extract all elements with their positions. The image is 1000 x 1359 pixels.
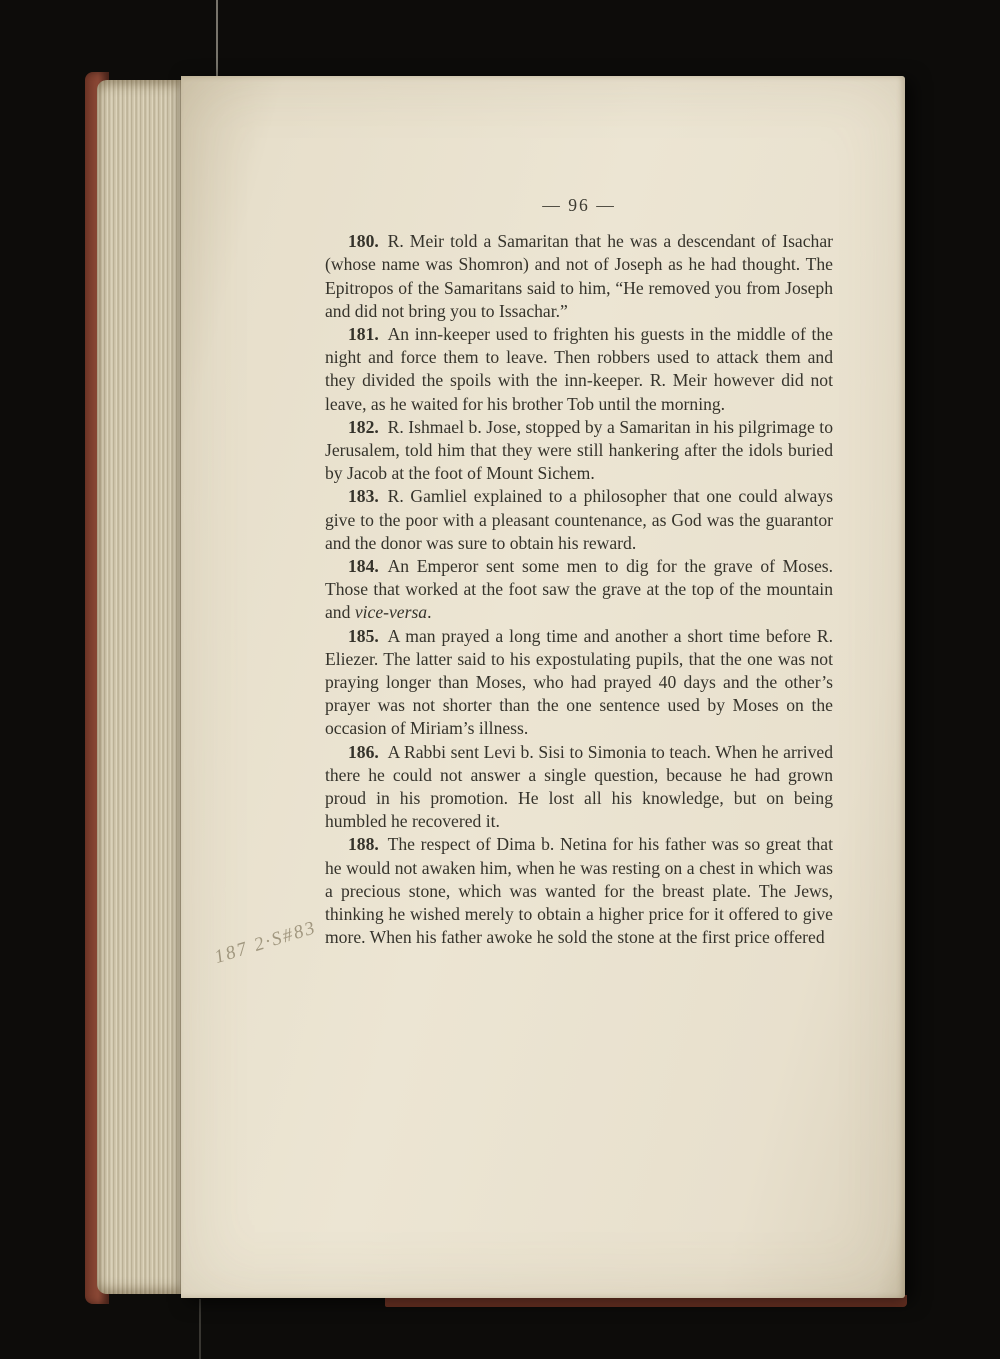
paragraph — [325, 555, 833, 625]
paragraph-number: 180. — [348, 231, 388, 252]
page-stack-edges — [97, 80, 183, 1294]
paragraph — [325, 485, 833, 555]
paragraph-text: An inn-keeper used to frighten his guests in the middle of the night and force them to leave. Then robbers used to attack them and they divided the spoils with the inn-keeper. R. Meir however did not leave, as he waited for his brother Tob until the morning. — [325, 324, 833, 414]
bookmark-thread — [216, 0, 218, 84]
paragraph-number: 188. — [348, 834, 388, 855]
paragraph-text: R. Ishmael b. Jose, stopped by a Samaritan in his pilgrimage to Jerusalem, told him that they were still hankering after the idols buried by Jacob at the foot of Mount Sichem. — [325, 416, 833, 484]
paragraph-text: A Rabbi sent Levi b. Sisi to Simonia to teach. When he arrived there he could not answer a single question, because he had grown proud in his promotion. He lost all his knowledge, but on being humbled he recovered it. — [325, 741, 833, 832]
paragraph-text: A man prayed a long time and another a short time before R. Eliezer. The latter said to his expostulating pupils, that the one was not praying longer than Moses, who had prayed 40 days and the other’s prayer was not shorter than the one sentence used by Moses on the occasion of Miriam’s illness. — [325, 625, 833, 739]
handwritten-annotation: 187 2·S#83 — [212, 917, 320, 968]
paragraph-text: R. Gamliel explained to a philosopher that one could always give to the poor with a pleasant countenance, as God was the guarantor and the donor was sure to obtain his reward. — [325, 486, 833, 553]
paragraphs — [325, 230, 833, 949]
open-book — [85, 76, 920, 1298]
book-page — [181, 76, 905, 1298]
page-number: — 96 — — [542, 195, 616, 215]
paragraph-number: 185. — [348, 625, 388, 646]
paragraph-number: 184. — [348, 556, 388, 577]
paragraph-number: 186. — [348, 741, 388, 762]
paragraph-number: 181. — [348, 324, 388, 345]
paragraph — [325, 230, 833, 323]
paragraph — [325, 625, 833, 741]
bookmark-thread-lower — [199, 1299, 201, 1359]
paragraph-text-italic: vice-versa — [354, 602, 428, 623]
paragraph — [325, 833, 833, 949]
paragraph-text: An Emperor sent some men to dig for the grave of Moses. Those that worked at the foot saw the grave at the top of the mountain and — [325, 556, 833, 623]
paragraph — [325, 323, 833, 416]
paragraph-number: 182. — [348, 416, 388, 437]
paragraph — [325, 741, 833, 834]
paragraph-number: 183. — [348, 486, 388, 507]
text-block — [325, 194, 833, 950]
paragraph — [325, 416, 833, 486]
paragraph-text: The respect of Dima b. Netina for his father was so great that he would not awaken him, when he was resting on a chest in which was a precious stone, which was wanted for the breast plate. The Jews, thinking he wished merely to obtain a higher price for it offered to give more. When his father awoke he sold the stone at the first price offered — [325, 834, 833, 948]
paragraph-text: . — [427, 602, 432, 623]
paragraph-text: R. Meir told a Samaritan that he was a descendant of Isachar (whose name was Shomron) and not of Joseph as he had thought. The Epitropos of the Samaritans said to him, “He removed you from Joseph and did not bring you to Issachar.” — [325, 231, 833, 321]
